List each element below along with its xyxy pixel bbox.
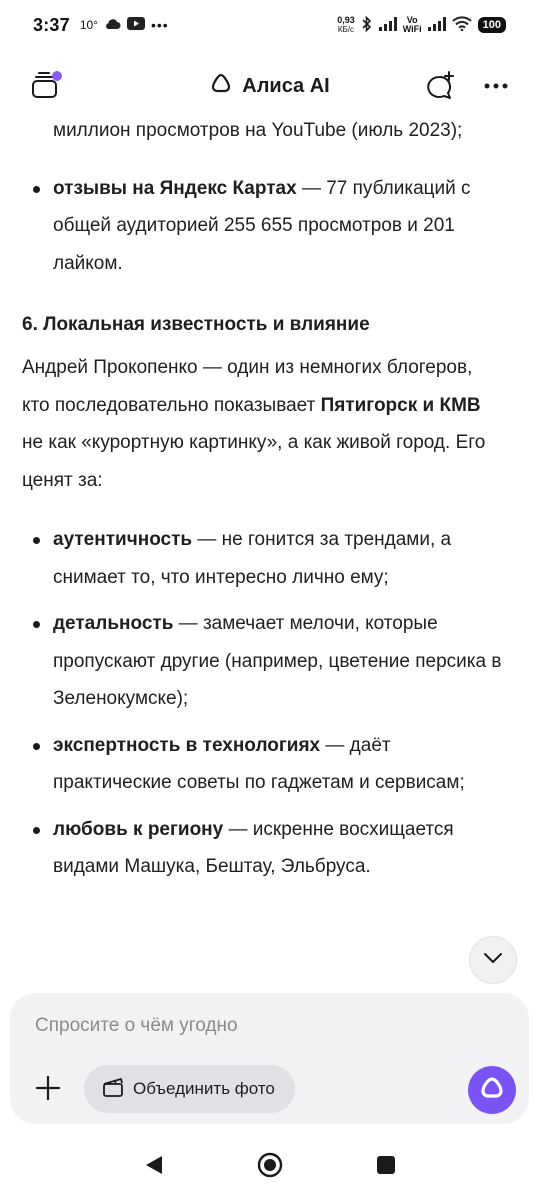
app-header <box>0 60 540 112</box>
chats-icon[interactable] <box>30 69 64 103</box>
section-title: 6. Локальная известность и влияние <box>22 314 370 335</box>
bluetooth-icon <box>361 16 373 35</box>
list-item: детальность — замечает мелочи, которые пропускают другие (например, цветение персика в Зеленокумске); <box>22 605 502 718</box>
cloud-icon <box>104 18 121 33</box>
battery-indicator: 100 <box>478 17 506 33</box>
message-input[interactable]: Спросите о чём угодно <box>35 1015 238 1036</box>
network-speed: 0,93 КБ/с <box>337 15 355 34</box>
signal-icon-2 <box>428 17 446 34</box>
composer-panel <box>10 993 529 1124</box>
recents-icon[interactable] <box>376 1155 396 1180</box>
list-item: аутентичность — не гонится за трендами, а снимает то, что интересно лично ему; <box>22 521 502 596</box>
system-nav-bar <box>0 1134 540 1200</box>
chat-message <box>22 112 502 886</box>
scroll-down-button[interactable] <box>469 936 517 984</box>
signal-icon <box>379 17 397 34</box>
list-item: любовь к региону — искренне восхищается видами Машука, Бештау, Эльбруса. <box>22 811 502 886</box>
status-bar <box>0 0 540 50</box>
back-icon[interactable] <box>144 1154 164 1181</box>
page-title: Алиса AI <box>242 74 330 97</box>
list-item: экспертность в технологиях — даёт практические советы по гаджетам и сервисам; <box>22 727 502 802</box>
clapperboard-icon <box>102 1076 124 1103</box>
alice-ring-icon <box>479 1075 505 1106</box>
list-item: отзывы на Яндекс Картах — 77 публикаций с общей аудиторией 255 655 просмотров и 201 лайком. <box>22 170 502 283</box>
wifi-icon <box>452 16 472 34</box>
vowifi-indicator: Vo WiFi <box>402 15 422 34</box>
paragraph: Андрей Прокопенко — один из немногих блогеров, кто последовательно показывает Пятигорск и КМВ не как «курортную картинку», а как живой город. Его ценят за: <box>22 357 486 491</box>
status-time: 3:37 <box>33 14 70 35</box>
list-item: миллион просмотров на YouTube (июль 2023); <box>53 120 463 141</box>
home-icon[interactable] <box>256 1151 284 1184</box>
alice-logo-icon <box>210 72 232 100</box>
merge-photo-label: Объединить фото <box>133 1079 275 1098</box>
status-temperature: 10° <box>79 18 98 32</box>
youtube-icon <box>127 17 145 33</box>
more-notifications-icon: ••• <box>150 17 169 33</box>
add-attachment-button[interactable] <box>35 1075 61 1101</box>
alice-voice-button[interactable] <box>468 1066 516 1114</box>
new-chat-icon[interactable] <box>424 71 456 101</box>
more-icon[interactable] <box>484 83 508 89</box>
merge-photo-button[interactable] <box>84 1065 295 1113</box>
chevron-down-icon <box>483 951 503 969</box>
